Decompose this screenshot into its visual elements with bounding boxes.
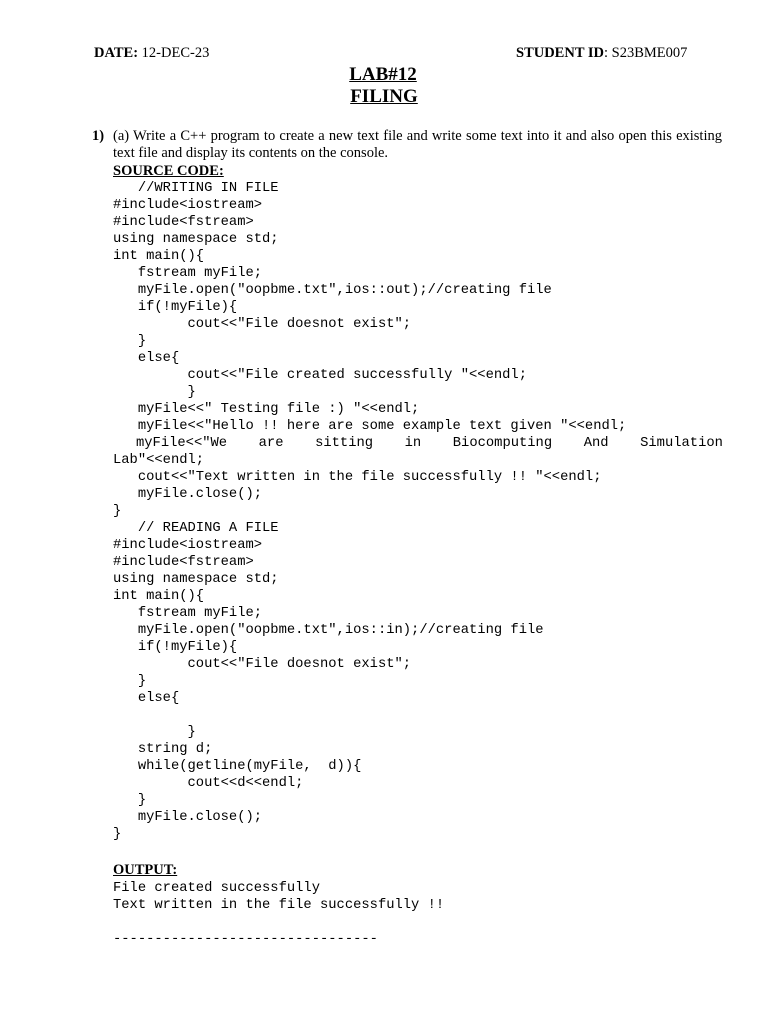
date-header: [94, 45, 209, 62]
code-word: sitting: [315, 436, 374, 451]
code-line: cout<<"Text written in the file successfully !! "<<endl;: [113, 470, 602, 485]
code-word: in: [404, 436, 422, 451]
code-line: }: [113, 385, 196, 400]
code-line: if(!myFile){: [113, 640, 238, 655]
code-line: Lab"<<endl;: [113, 453, 205, 468]
code-word: Simulation: [640, 436, 723, 451]
output-line: [113, 914, 725, 931]
code-line: cout<<"File doesnot exist";: [113, 657, 412, 672]
code-line: myFile.open("oopbme.txt",ios::in);//creating file: [113, 623, 544, 638]
code-line: cout<<"File created successfully "<<endl;: [113, 368, 527, 383]
student-id-label: STUDENT ID: [516, 45, 604, 61]
code-line: // READING A FILE: [113, 521, 279, 536]
code-line: if(!myFile){: [113, 300, 238, 315]
code-line: string d;: [113, 742, 213, 757]
source-code-block: [113, 180, 725, 860]
code-line: cout<<d<<endl;: [113, 776, 304, 791]
code-word: And: [583, 436, 609, 451]
code-line: [136, 435, 723, 452]
code-line: #include<iostream>: [113, 538, 263, 553]
code-line: }: [113, 504, 122, 519]
code-line: using namespace std;: [113, 572, 279, 587]
code-line: myFile<<" Testing file :) "<<endl;: [113, 402, 420, 417]
output-block: [113, 880, 725, 948]
code-line: [113, 843, 725, 860]
code-word: Biocomputing: [452, 436, 553, 451]
question-text: (a) Write a C++ program to create a new text file and write some text into it and also open this existing text file and display its contents on the console.: [113, 128, 722, 161]
code-line: myFile<<"Hello !! here are some example text given "<<endl;: [113, 419, 627, 434]
student-id-value: : S23BME007: [603, 45, 688, 61]
code-word: myFile<<"We: [136, 436, 228, 451]
date-label: DATE:: [94, 45, 139, 61]
code-word: are: [258, 436, 284, 451]
output-line: Text written in the file successfully !!: [113, 898, 445, 913]
code-line: else{: [113, 691, 180, 706]
code-line: else{: [113, 351, 180, 366]
source-code-label: SOURCE CODE:: [113, 163, 224, 179]
student-id-header: [516, 45, 687, 62]
date-value: 12-DEC-23: [138, 45, 210, 61]
code-line: #include<fstream>: [113, 555, 254, 570]
code-line: [113, 707, 725, 724]
code-line: using namespace std;: [113, 232, 279, 247]
output-line: File created successfully: [113, 881, 320, 896]
lab-subtitle: FILING: [350, 86, 418, 107]
code-line: cout<<"File doesnot exist";: [113, 317, 412, 332]
code-line: }: [113, 725, 196, 740]
code-line: while(getline(myFile, d)){: [113, 759, 362, 774]
code-line: myFile.close();: [113, 810, 263, 825]
code-line: }: [113, 793, 147, 808]
output-label: OUTPUT:: [113, 862, 178, 878]
question-number: 1): [92, 128, 105, 144]
code-line: #include<fstream>: [113, 215, 254, 230]
code-line: int main(){: [113, 249, 205, 264]
code-line: #include<iostream>: [113, 198, 263, 213]
divider-line: --------------------------------: [113, 932, 378, 947]
code-line: }: [113, 674, 147, 689]
lab-title: LAB#12: [349, 64, 417, 85]
code-line: int main(){: [113, 589, 205, 604]
code-line: myFile.open("oopbme.txt",ios::out);//creating file: [113, 283, 552, 298]
code-line: fstream myFile;: [113, 606, 263, 621]
code-line: }: [113, 334, 147, 349]
code-line: }: [113, 827, 122, 842]
code-line: myFile.close();: [113, 487, 263, 502]
code-line: //WRITING IN FILE: [113, 181, 279, 196]
code-line: fstream myFile;: [113, 266, 263, 281]
